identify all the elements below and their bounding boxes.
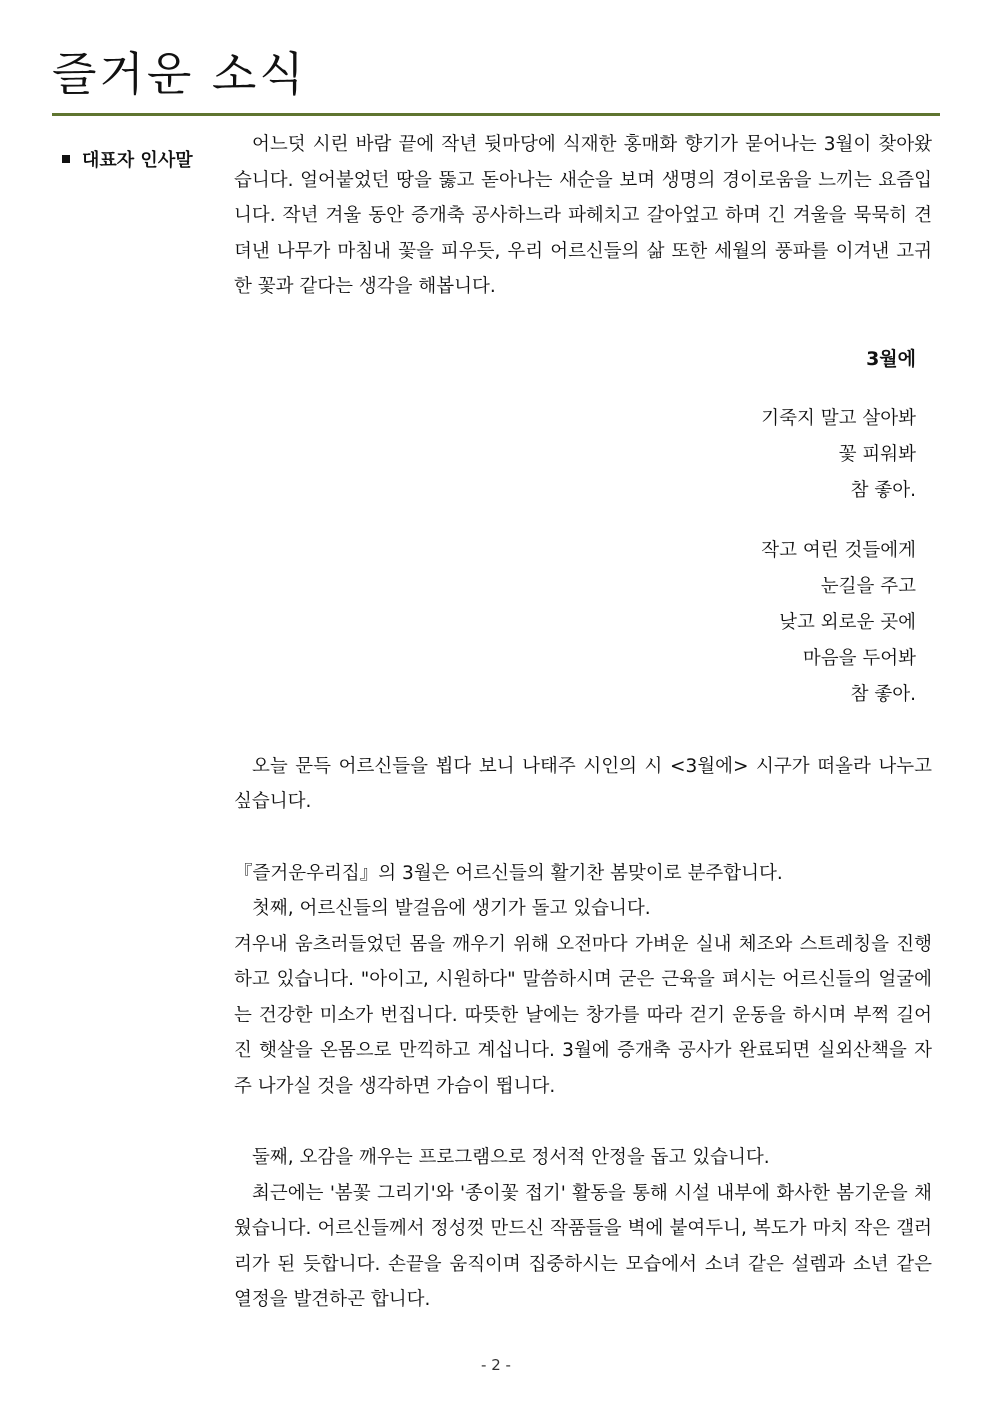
poem-line: 마음을 두어봐 [802, 647, 916, 669]
body-paragraph: 겨우내 움츠러들었던 몸을 깨우기 위해 오전마다 가벼운 실내 체조와 스트레칭을 진행하고 있습니다. "아이고, 시원하다" 말씀하시며 굳은 근육을 펴시는 어르신들의 얼굴에는 건강한 미소가 번집니다. 따뜻한 날에는 창가를 따라 걷기 운동을 하시며 부쩍 길어진 햇살을 온몸으로 만끽하고 계십니다. 3월에 증개축 공사가 완료되면 실외산책을 자주 나가실 것을 생각하면 가슴이 뜁니다. [234, 933, 932, 1097]
poem-line: 작고 여린 것들에게 [761, 539, 916, 561]
body-paragraph: 최근에는 '봄꽃 그리기'와 '종이꽃 접기' 활동을 통해 시설 내부에 화사한 봄기운을 채웠습니다. 어르신들께서 정성껏 만드신 작품들을 벽에 붙여두니, 복도가 마치 작은 갤러리가 된 듯합니다. 손끝을 움직이며 집중하시는 모습에서 소녀 같은 설렘과 소년 같은 열정을 발견하곤 합니다. [234, 1182, 932, 1310]
title-divider [52, 113, 940, 116]
letter-body [234, 127, 932, 1318]
poem-line: 꽃 피워봐 [838, 443, 916, 465]
section-label-text: 대표자 인사말 [82, 150, 193, 171]
spacer [234, 713, 932, 749]
poem [234, 341, 932, 713]
section-label [62, 146, 193, 172]
spacer [234, 509, 916, 533]
poem-line: 참 좋아. [850, 683, 916, 705]
page-title: 즐거운 소식 [52, 47, 307, 101]
poem-title: 3월에 [866, 347, 916, 370]
body-paragraph: 첫째, 어르신들의 발걸음에 생기가 돌고 있습니다. [252, 898, 651, 919]
intro-paragraph: 어느덧 시린 바람 끝에 작년 뒷마당에 식재한 홍매화 향기가 묻어나는 3월이 찾아왔습니다. 얼어붙었던 땅을 뚫고 돋아나는 새순을 보며 생명의 경이로움을 느끼는 요즘입니다. 작년 겨울 동안 증개축 공사하느라 파헤치고 갈아엎고 하며 긴 겨울을 묵묵히 견뎌낸 나무가 마침내 꽃을 피우듯, 우리 어르신들의 삶 또한 세월의 풍파를 이겨낸 고귀한 꽃과 같다는 생각을 해봅니다. [234, 134, 933, 297]
poem-line: 낮고 외로운 곳에 [779, 611, 916, 633]
poem-line: 참 좋아. [850, 479, 916, 501]
poem-line: 눈길을 주고 [820, 575, 916, 597]
body-paragraph: 오늘 문득 어르신들을 뵙다 보니 나태주 시인의 시 <3월에> 시구가 떠올라 나누고 싶습니다. [234, 755, 932, 812]
body-paragraph: 둘째, 오감을 깨우는 프로그램으로 정서적 안정을 돕고 있습니다. [252, 1147, 770, 1168]
spacer [234, 377, 916, 401]
poem-line: 기죽지 말고 살아봐 [761, 407, 916, 429]
page-number: - 2 - [481, 1356, 511, 1374]
spacer [234, 1104, 932, 1140]
spacer [234, 305, 932, 341]
spacer [234, 820, 932, 856]
body-paragraph: 『즐거운우리집』의 3월은 어르신들의 활기찬 봄맞이로 분주합니다. [234, 862, 783, 884]
square-bullet-icon [62, 155, 70, 163]
